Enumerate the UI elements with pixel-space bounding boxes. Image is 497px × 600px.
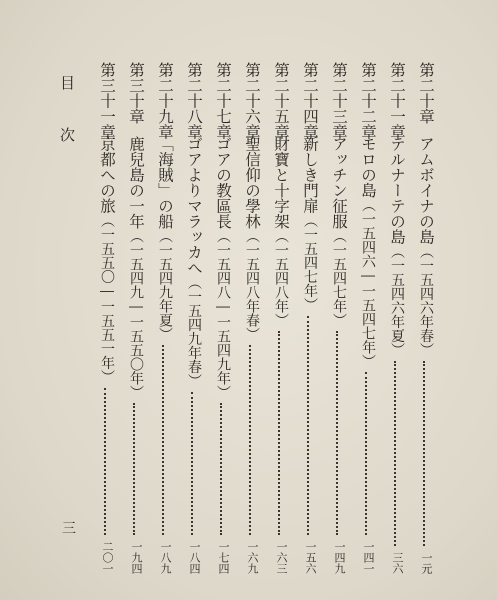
chapter-page-number: 一四一 — [362, 541, 375, 574]
leader-dots — [133, 403, 135, 535]
chapter-number: 第二十五章 — [272, 62, 290, 140]
chapter-title: 京都への旅 — [98, 136, 116, 214]
chapter-title: ゴアの教區長 — [214, 136, 232, 229]
chapter-page-number: 一六三 — [275, 541, 288, 574]
toc-entry — [415, 62, 433, 357]
leader-dots — [191, 392, 193, 536]
chapter-period: （一五四八―一五四九年） — [215, 229, 231, 399]
chapter-period: （一五四七年） — [331, 229, 347, 327]
leader-dots — [336, 331, 338, 535]
page-number: 三 — [62, 521, 76, 537]
chapter-title: アッチン征服 — [330, 136, 348, 229]
chapter-number: 第三十一章 — [98, 62, 116, 140]
leader-dots — [278, 331, 280, 535]
chapter-page-number: 一六九 — [246, 541, 259, 574]
chapter-number: 第二十章 — [417, 62, 435, 124]
chapter-number: 第二十二章 — [359, 62, 377, 140]
toc-heading-char-1: 目 — [60, 74, 76, 92]
chapter-title: ゴアよりマラッカへ — [185, 136, 203, 276]
toc-entry — [270, 62, 288, 327]
leader-dots — [307, 316, 309, 536]
chapter-period: （一五四六―一五四七年） — [360, 198, 376, 368]
chapter-title: テルナーテの島 — [388, 136, 406, 245]
chapter-period: （一五四六年春） — [418, 244, 434, 357]
toc-entry — [299, 62, 317, 312]
chapter-page-number: 一四九 — [333, 541, 346, 574]
chapter-page-number: 一七四 — [217, 541, 230, 574]
leader-dots — [162, 345, 164, 535]
chapter-page-number: 一八九 — [159, 541, 172, 574]
chapter-number: 第三十章 — [127, 62, 145, 124]
chapter-page-number: 一九四 — [130, 541, 143, 574]
chapter-period: （一五四九年夏） — [157, 229, 173, 341]
chapter-title: 新しき門扉 — [301, 136, 319, 214]
chapter-number: 第二十八章 — [185, 62, 203, 140]
chapter-number: 第二十六章 — [243, 62, 261, 140]
toc-entry — [125, 62, 143, 399]
leader-dots — [365, 372, 367, 535]
toc-entry — [212, 62, 230, 399]
chapter-period: （一五五〇―一五五一年） — [99, 213, 115, 384]
toc-entry — [357, 62, 375, 368]
toc-entry — [241, 62, 259, 341]
chapter-title: 財寶と十字架 — [272, 136, 290, 229]
chapter-page-number: 一五六 — [304, 541, 317, 574]
chapter-page-number: 三六 — [391, 552, 404, 574]
leader-dots — [104, 388, 106, 536]
chapter-number: 第二十三章 — [330, 62, 348, 140]
chapter-period: （一五四九―一五五〇年） — [128, 229, 144, 399]
chapter-period: （一五四九年春） — [186, 275, 202, 388]
chapter-period: （一五四八年） — [273, 229, 289, 327]
chapter-title: 鹿兒島の一年 — [127, 136, 145, 229]
toc-entry — [154, 62, 172, 341]
leader-dots — [394, 361, 396, 547]
leader-dots — [220, 403, 222, 535]
chapter-title: アムボイナの島 — [417, 136, 435, 245]
chapter-page-number: 一八四 — [188, 541, 201, 574]
toc-entry — [96, 62, 114, 384]
chapter-number: 第二十七章 — [214, 62, 232, 140]
toc-entry — [183, 62, 201, 388]
chapter-title: 「海賊」の船 — [156, 136, 174, 229]
toc-heading-char-2: 次 — [60, 126, 76, 144]
chapter-number: 第二十一章 — [388, 62, 406, 140]
chapter-period: （一五四八年春） — [244, 229, 260, 341]
chapter-period: （一五四七年） — [302, 213, 318, 312]
chapter-title: 聖信仰の學林 — [243, 136, 261, 229]
leader-dots — [249, 345, 251, 535]
chapter-page-number: 一元 — [420, 552, 433, 574]
toc-entry — [386, 62, 404, 357]
chapter-period: （一五四六年夏） — [389, 244, 405, 357]
chapter-title: モロの島 — [359, 136, 377, 198]
chapter-page-number: 二〇一 — [101, 541, 114, 574]
chapter-number: 第二十四章 — [301, 62, 319, 140]
leader-dots — [423, 361, 425, 547]
toc-entry — [328, 62, 346, 327]
chapter-number: 第二十九章 — [156, 62, 174, 140]
